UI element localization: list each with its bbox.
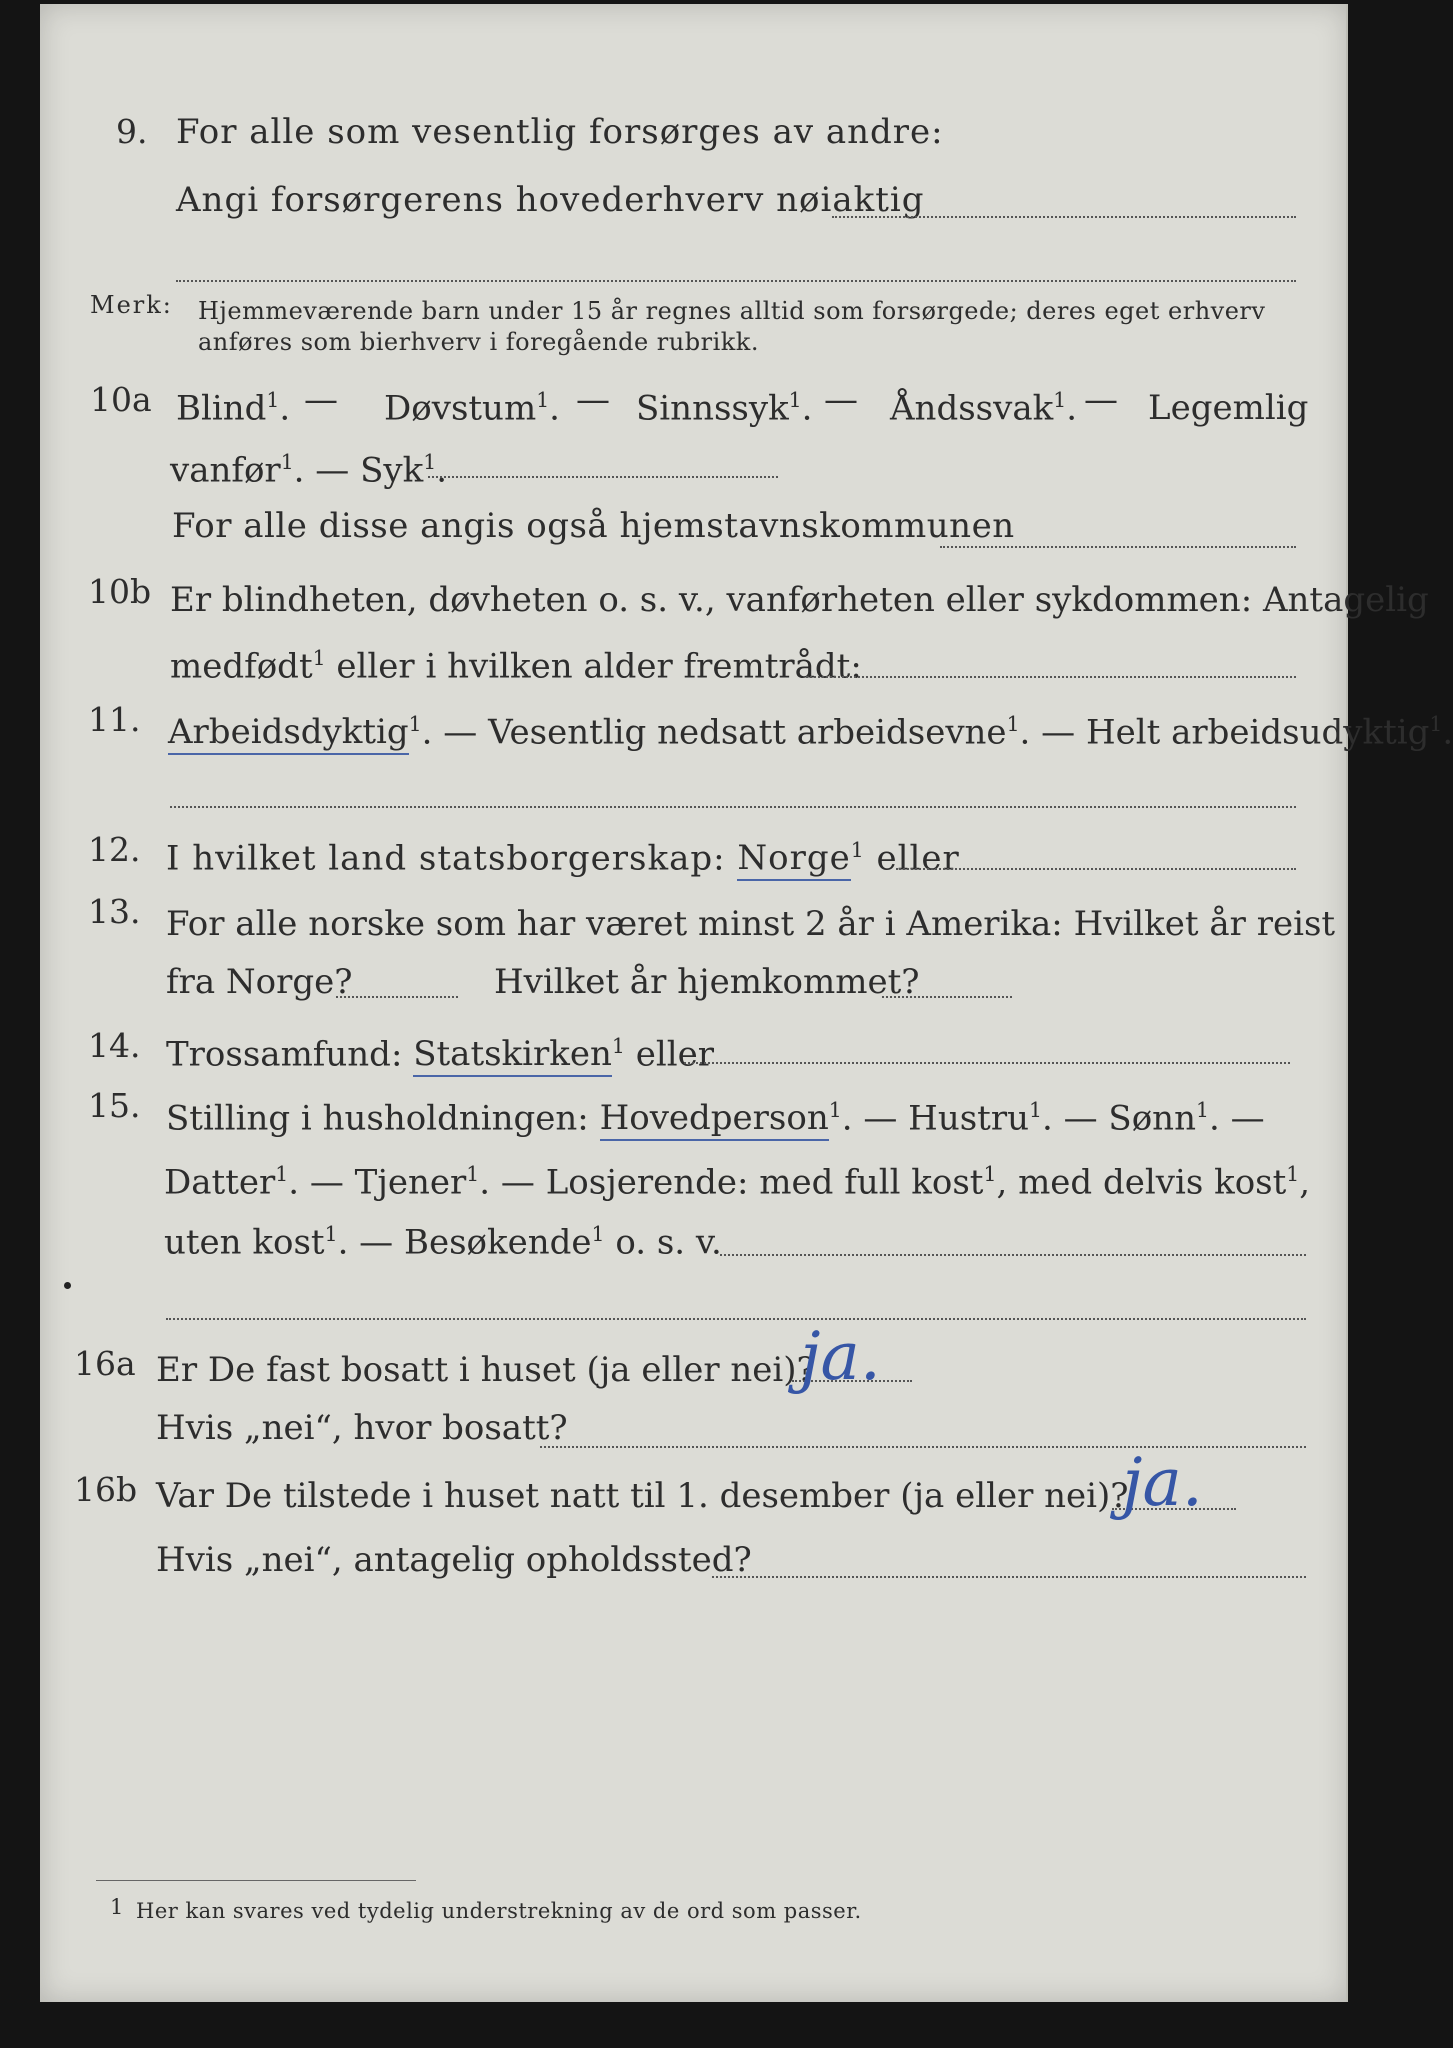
q10a-number: 10a	[90, 380, 152, 419]
q14-answer-line	[684, 1062, 1290, 1064]
q15-selected-hovedperson: Hovedperson	[600, 1098, 829, 1141]
q14-selected-statskirken: Statskirken	[413, 1034, 612, 1077]
q16b-number: 16b	[74, 1470, 138, 1509]
q16b-place-line	[712, 1576, 1306, 1578]
q9-line2: Angi forsørgerens hovederhverv nøiaktig	[176, 180, 925, 220]
census-form-page: 9. For alle som vesentlig forsørges av andre: Angi forsørgerens hovederhverv nøiaktig Merk: Hjemmeværende barn under 15 år regnes alltid som forsørgede; deres eget erhverv anføres som bierhverv i foregående rubrikk. 10a Blind$^1$. — Døvstum$^1$. — Sinnssyk$^1$. — Åndssvak$^1$. — Legemlig vanfør$^1$. — Syk$^1$. For alle disse angis også hjemstavnskommunen 10b Er blindheten, døvheten o. s. v., vanførheten eller sykdommen: Antagelig medfødt$^1$ eller i hvilken alder fremtrådt: 11. Arbeidsdyktig$^1$. — Vesentlig nedsatt arbeidsevne$^1$. — Helt arbeidsudyktig$^1$. 12. I hvilket land statsborgerskap: Norge$^1$ eller 13. For alle norske som har været minst 2 år i Amerika: Hvilket år reist fra Norge? Hvilket år hjemkommet? 14. Trossamfund: Statskirken$^1$ eller 15. Stilling i husholdningen: Hovedperson$^1$. — Hustru$^1$. — Sønn$^1$. — Datter$^1$. — Tjener$^1$. — Losjerende: med full kost$^1$, med delvis kost$^1$, uten kost$^1$. — Besøkende$^1$ o. s. v. 16a Er De fast bosatt i huset (ja eller nei)? ja. Hvis „nei“, hvor bosatt? 16b Var De tilstede i huset natt til 1. desember (ja eller nei)? ja. Hvis „nei“, antagelig opholdssted? 1 Her kan svares ved tydelig understrekning av de ord som passer.	[40, 4, 1348, 2002]
q10a-option-vanfor: vanfør$^1$. — Syk$^1$.	[170, 450, 448, 491]
merk-label: Merk:	[90, 291, 173, 319]
q10a-option-andssvak: Åndssvak$^1$.	[890, 388, 1077, 429]
footnote-rule	[96, 1880, 416, 1881]
q10a-option-blind: Blind$^1$.	[176, 388, 291, 429]
q15-number: 15.	[88, 1086, 141, 1125]
q16b-line1: Var De tilstede i huset natt til 1. desember (ja eller nei)?	[156, 1476, 1129, 1516]
q12-selected-norge: Norge	[737, 838, 850, 881]
q10b-answer-line	[806, 676, 1296, 678]
q13-hjemkommet-line	[882, 996, 1012, 998]
q10a-option-sinnssyk: Sinnssyk$^1$.	[636, 388, 813, 429]
page-edge	[1346, 4, 1348, 2002]
q13-fra-norge: fra Norge?	[166, 962, 353, 1002]
q14-number: 14.	[88, 1026, 141, 1065]
q13-reist-line	[336, 996, 458, 998]
q11-number: 11.	[88, 700, 141, 739]
q13-line1: For alle norske som har været minst 2 år i Amerika: Hvilket år reist	[166, 904, 1336, 944]
q12-answer-line	[896, 868, 1296, 870]
q10a-option-dovstum: Døvstum$^1$.	[384, 388, 560, 429]
margin-dot	[64, 1282, 71, 1289]
q10a-answer-line	[428, 476, 778, 478]
q10b-line1: Er blindheten, døvheten o. s. v., vanførheten eller sykdommen: Antagelig	[170, 580, 1429, 620]
q15-line1: Stilling i husholdningen: Hovedperson$^1$. — Hustru$^1$. — Sønn$^1$. —	[166, 1090, 1265, 1138]
q10a-line3: For alle disse angis også hjemstavnskommunen	[172, 506, 1015, 546]
q16a-line1: Er De fast bosatt i huset (ja eller nei)?	[156, 1350, 815, 1390]
q12-line: I hvilket land statsborgerskap: Norge$^1$ eller	[166, 830, 960, 878]
q9-number: 9.	[116, 112, 148, 151]
q11-selected-arbeidsdyktig: Arbeidsdyktig	[168, 712, 409, 755]
q10a-home-line	[940, 546, 1296, 548]
q13-number: 13.	[88, 892, 141, 931]
q13-hjemkommet: Hvilket år hjemkommet?	[494, 962, 920, 1002]
q16b-line2: Hvis „nei“, antagelig opholdssted?	[156, 1540, 752, 1580]
q12-number: 12.	[88, 830, 141, 869]
q15-answer-line	[720, 1254, 1306, 1256]
q9-answer-line	[832, 216, 1296, 218]
footnote-text: Her kan svares ved tydelig understrekning av de ord som passer.	[136, 1899, 862, 1923]
q16a-number: 16a	[74, 1344, 136, 1383]
footnote-mark: 1	[110, 1895, 124, 1919]
q16a-handwritten-answer: ja.	[800, 1318, 881, 1395]
q16a-line2: Hvis „nei“, hvor bosatt?	[156, 1408, 568, 1448]
q11-options: Arbeidsdyktig$^1$. — Vesentlig nedsatt arbeidsevne$^1$. — Helt arbeidsudyktig$^1$.	[168, 704, 1453, 752]
q14-line: Trossamfund: Statskirken$^1$ eller	[166, 1026, 714, 1074]
q15-line2: Datter$^1$. — Tjener$^1$. — Losjerende: med full kost$^1$, med delvis kost$^1$,	[164, 1162, 1311, 1203]
q15-line3: uten kost$^1$. — Besøkende$^1$ o. s. v.	[164, 1222, 722, 1263]
q11-answer-line	[170, 806, 1296, 808]
q16b-handwritten-answer: ja.	[1122, 1444, 1203, 1521]
q10b-line2: medfødt$^1$ eller i hvilken alder fremtrådt:	[170, 646, 862, 687]
merk-line2: anføres som bierhverv i foregående rubrikk.	[198, 328, 759, 356]
q9-line1: For alle som vesentlig forsørges av andre:	[176, 112, 944, 152]
q9-answer-line-2	[176, 280, 1296, 282]
q15-answer-line-2	[166, 1318, 1306, 1320]
merk-line1: Hjemmeværende barn under 15 år regnes alltid som forsørgede; deres eget erhverv	[198, 297, 1266, 325]
q10a-option-legemlig: Legemlig	[1148, 388, 1309, 428]
q10b-number: 10b	[88, 572, 152, 611]
